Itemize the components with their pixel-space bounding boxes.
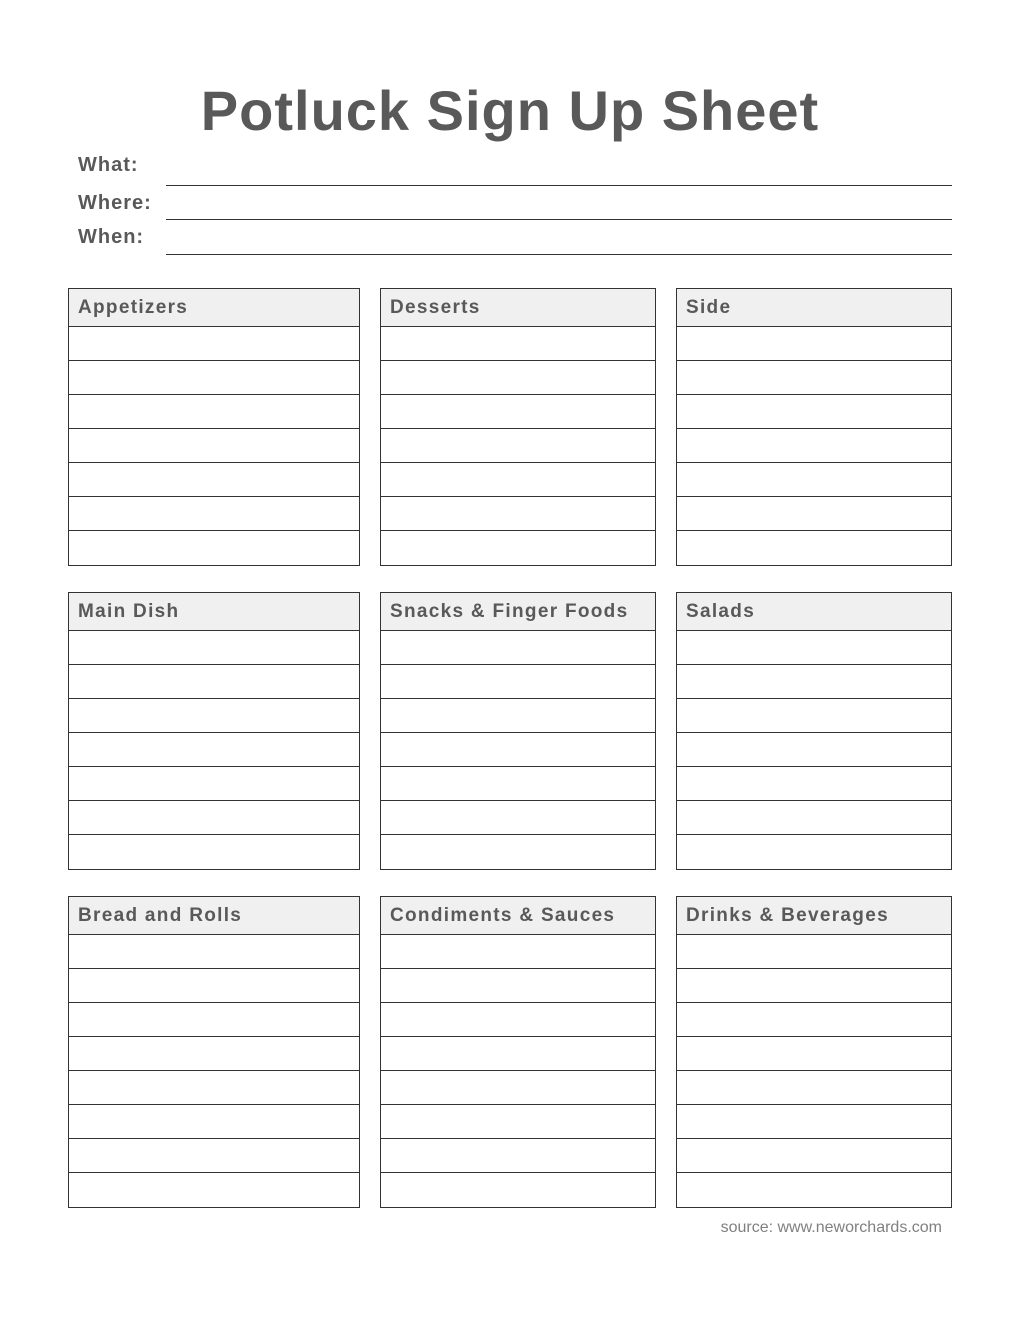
signup-row[interactable]	[677, 361, 951, 395]
signup-row[interactable]	[381, 835, 655, 869]
signup-row[interactable]	[381, 327, 655, 361]
signup-row[interactable]	[677, 767, 951, 801]
signup-row[interactable]	[69, 665, 359, 699]
signup-row[interactable]	[69, 835, 359, 869]
what-label: What:	[78, 154, 139, 176]
section-heading: Side	[677, 289, 951, 327]
signup-row[interactable]	[69, 327, 359, 361]
signup-row[interactable]	[381, 395, 655, 429]
section-heading: Condiments & Sauces	[381, 897, 655, 935]
signup-row[interactable]	[677, 531, 951, 565]
signup-row[interactable]	[381, 767, 655, 801]
signup-row[interactable]	[381, 631, 655, 665]
signup-row[interactable]	[381, 531, 655, 565]
signup-row[interactable]	[381, 361, 655, 395]
section-desserts	[380, 288, 656, 566]
source-credit: source: www.neworchards.com	[720, 1219, 942, 1236]
signup-row[interactable]	[69, 631, 359, 665]
section-heading: Snacks & Finger Foods	[381, 593, 655, 631]
signup-row[interactable]	[677, 631, 951, 665]
signup-row[interactable]	[381, 1003, 655, 1037]
signup-row[interactable]	[677, 935, 951, 969]
signup-row[interactable]	[381, 665, 655, 699]
section-condiments-and-sauces	[380, 896, 656, 1208]
signup-row[interactable]	[677, 1139, 951, 1173]
signup-row[interactable]	[69, 1105, 359, 1139]
signup-row[interactable]	[677, 699, 951, 733]
signup-row[interactable]	[381, 801, 655, 835]
section-heading: Drinks & Beverages	[677, 897, 951, 935]
where-field[interactable]	[166, 219, 952, 220]
signup-row[interactable]	[69, 531, 359, 565]
signup-row[interactable]	[69, 801, 359, 835]
signup-row[interactable]	[69, 463, 359, 497]
signup-row[interactable]	[69, 1003, 359, 1037]
signup-row[interactable]	[677, 497, 951, 531]
section-heading: Main Dish	[69, 593, 359, 631]
signup-row[interactable]	[677, 835, 951, 869]
signup-row[interactable]	[677, 1105, 951, 1139]
signup-row[interactable]	[69, 1139, 359, 1173]
signup-row[interactable]	[69, 733, 359, 767]
section-drinks-and-beverages	[676, 896, 952, 1208]
signup-row[interactable]	[69, 395, 359, 429]
signup-row[interactable]	[677, 1071, 951, 1105]
signup-row[interactable]	[69, 699, 359, 733]
signup-row[interactable]	[69, 1071, 359, 1105]
where-label: Where:	[78, 192, 152, 214]
signup-row[interactable]	[69, 497, 359, 531]
signup-row[interactable]	[381, 935, 655, 969]
signup-row[interactable]	[677, 733, 951, 767]
signup-row[interactable]	[677, 1037, 951, 1071]
when-field[interactable]	[166, 254, 952, 255]
signup-row[interactable]	[677, 429, 951, 463]
signup-row[interactable]	[677, 969, 951, 1003]
signup-row[interactable]	[381, 463, 655, 497]
signup-row[interactable]	[381, 1105, 655, 1139]
signup-row[interactable]	[381, 497, 655, 531]
section-main-dish	[68, 592, 360, 870]
signup-row[interactable]	[381, 699, 655, 733]
signup-row[interactable]	[69, 935, 359, 969]
signup-row[interactable]	[69, 1037, 359, 1071]
signup-row[interactable]	[381, 1139, 655, 1173]
section-heading: Salads	[677, 593, 951, 631]
signup-row[interactable]	[69, 429, 359, 463]
section-salads	[676, 592, 952, 870]
section-heading: Desserts	[381, 289, 655, 327]
section-side	[676, 288, 952, 566]
section-heading: Bread and Rolls	[69, 897, 359, 935]
signup-row[interactable]	[69, 1173, 359, 1207]
signup-row[interactable]	[381, 1173, 655, 1207]
signup-row[interactable]	[677, 1003, 951, 1037]
signup-row[interactable]	[677, 1173, 951, 1207]
signup-row[interactable]	[381, 969, 655, 1003]
signup-row[interactable]	[381, 733, 655, 767]
section-snacks-and-finger-foods	[380, 592, 656, 870]
signup-row[interactable]	[381, 429, 655, 463]
signup-row[interactable]	[677, 463, 951, 497]
what-field[interactable]	[166, 185, 952, 186]
signup-row[interactable]	[381, 1037, 655, 1071]
signup-row[interactable]	[69, 361, 359, 395]
section-bread-and-rolls	[68, 896, 360, 1208]
section-heading: Appetizers	[69, 289, 359, 327]
signup-row[interactable]	[677, 801, 951, 835]
signup-row[interactable]	[381, 1071, 655, 1105]
section-appetizers	[68, 288, 360, 566]
signup-row[interactable]	[677, 327, 951, 361]
signup-row[interactable]	[69, 767, 359, 801]
when-label: When:	[78, 226, 145, 248]
page-title: Potluck Sign Up Sheet	[200, 79, 820, 142]
signup-row[interactable]	[677, 395, 951, 429]
signup-row[interactable]	[69, 969, 359, 1003]
signup-row[interactable]	[677, 665, 951, 699]
